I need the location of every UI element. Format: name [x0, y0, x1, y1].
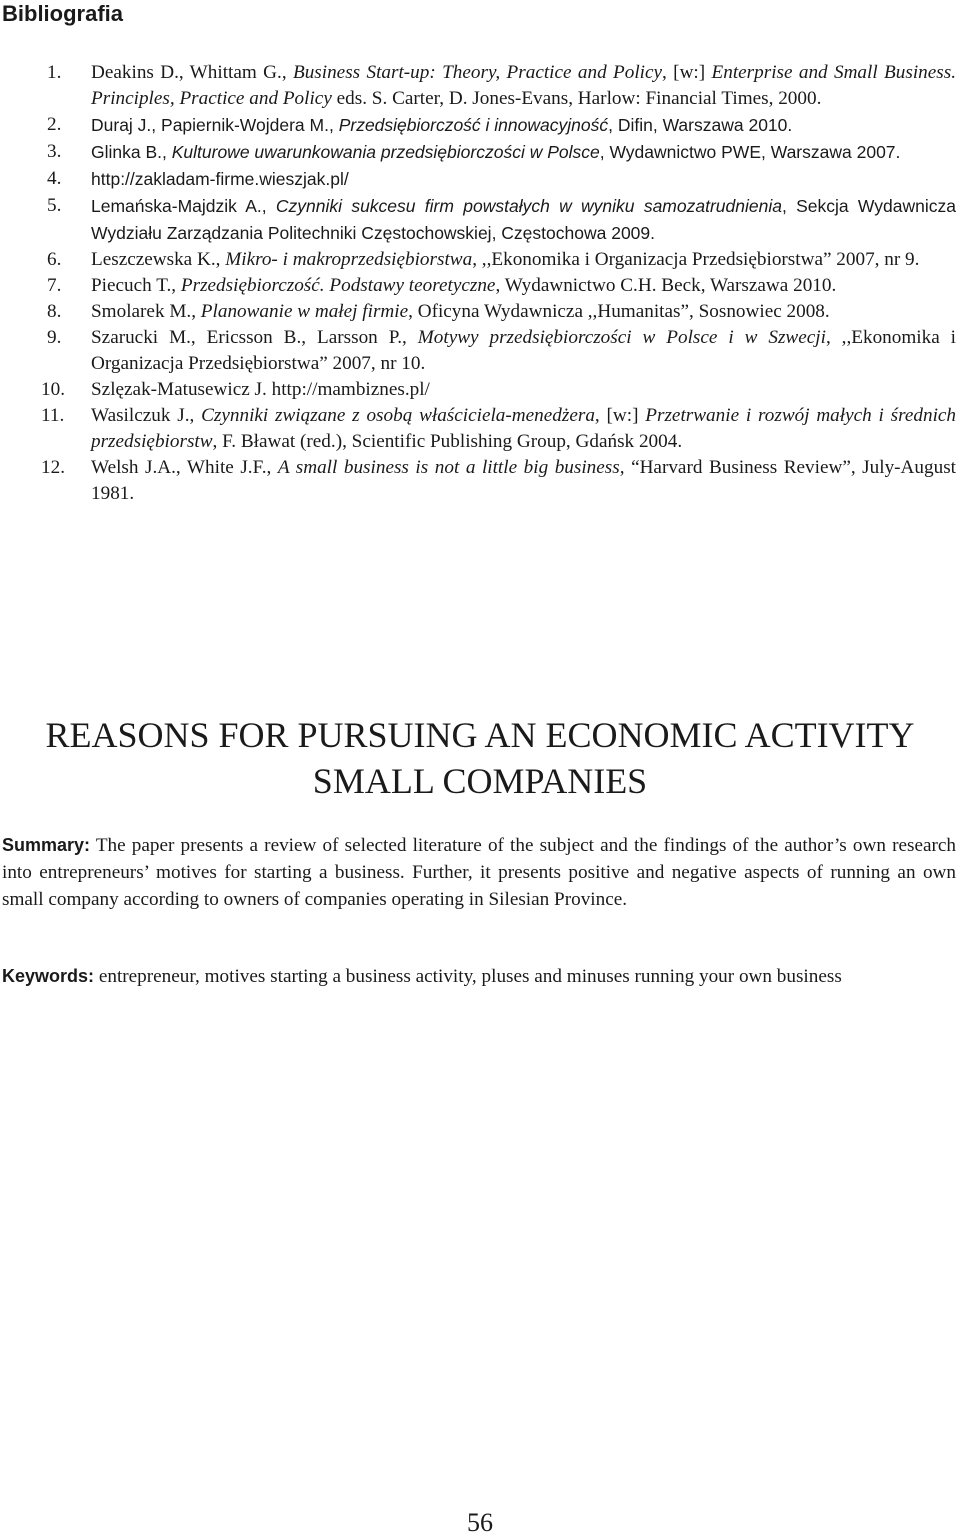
- bibliography-entry: [0, 166, 960, 193]
- entry-number: 4.: [47, 168, 62, 189]
- entry-number: 12.: [41, 457, 65, 478]
- entry-text: Deakins D., Whittam G., Business Start-up: Theory, Practice and Policy, [w:] Enterprise and Small Business. Principles, Practice and Policy eds. S. Carter, D. Jones-Evans, Harlow: Financial Times, 2000.: [91, 62, 956, 109]
- entry-text: Smolarek M., Planowanie w małej firmie, Oficyna Wydawnicza ,,Humanitas”, Sosnowiec 2008.: [91, 301, 830, 322]
- entry-text: Piecuch T., Przedsiębiorczość. Podstawy teoretyczne, Wydawnictwo C.H. Beck, Warszawa 2010.: [91, 275, 837, 296]
- bibliography-entry: [0, 247, 960, 273]
- bibliography-entry: [0, 193, 960, 247]
- entry-text: Wasilczuk J., Czynniki związane z osobą właściciela-menedżera, [w:] Przetrwanie i rozwój małych i średnich przedsiębiorstw, F. Bławat (red.), Scientific Publishing Group, Gdańsk 2004.: [91, 405, 957, 452]
- page-number: 56: [467, 1508, 493, 1537]
- abstract-title: [0, 712, 960, 804]
- entry-text: Glinka B., Kulturowe uwarunkowania przedsiębiorczości w Polsce, Wydawnictwo PWE, Warszawa 2007.: [91, 142, 901, 162]
- entry-number: 7.: [47, 275, 62, 296]
- entry-number: 5.: [47, 195, 62, 216]
- entry-text: Szlęzak-Matusewicz J. http://mambiznes.pl/: [91, 379, 430, 400]
- entry-text: Welsh J.A., White J.F., A small business is not a little big business, “Harvard Business Review”, July-August 1981.: [91, 457, 956, 504]
- entry-number: 8.: [47, 301, 62, 322]
- entry-text: Szarucki M., Ericsson B., Larsson P., Motywy przedsiębiorczości w Polsce i w Szwecji, ,,Ekonomika i Organizacja Przedsiębiorstwa” 2007, nr 10.: [91, 327, 957, 374]
- bibliography-entry: [0, 325, 960, 377]
- entry-number: 3.: [47, 141, 62, 162]
- entry-number: 9.: [47, 327, 62, 348]
- bibliography-entry: [0, 455, 960, 507]
- bibliography-heading: Bibliografia: [2, 1, 124, 26]
- summary-paragraph: [2, 832, 956, 913]
- bibliography-list: [0, 60, 960, 507]
- bibliography-entry: [0, 112, 960, 139]
- entry-number: 6.: [47, 249, 62, 270]
- bibliography-entry: [0, 139, 960, 166]
- keywords-label: Keywords:: [2, 966, 95, 986]
- entry-number: 11.: [41, 405, 65, 426]
- summary-text: The paper presents a review of selected literature of the subject and the findings of the author’s own research into entrepreneurs’ motives for starting a business. Further, it presents positive and negative aspects of running an own small company according to owners of companies operating in Silesian Province.: [2, 835, 956, 910]
- abstract-title-line-1: REASONS FOR PURSUING AN ECONOMIC ACTIVITY: [45, 715, 915, 755]
- entry-text: Leszczewska K., Mikro- i makroprzedsiębiorstwa, ,,Ekonomika i Organizacja Przedsiębiorstwa” 2007, nr 9.: [91, 249, 920, 270]
- entry-number: 2.: [47, 114, 62, 135]
- summary-label: Summary:: [2, 835, 91, 855]
- bibliography-entry: [0, 299, 960, 325]
- entry-text: Lemańska-Majdzik A., Czynniki sukcesu firm powstałych w wyniku samozatrudnienia, Sekcja Wydawnicza Wydziału Zarządzania Politechniki Częstochowskiej, Częstochowa 2009.: [91, 196, 957, 243]
- bibliography-entry: [0, 60, 960, 112]
- bibliography-entry: [0, 377, 960, 403]
- entry-text: Duraj J., Papiernik-Wojdera M., Przedsiębiorczość i innowacyjność, Difin, Warszawa 2010.: [91, 115, 793, 135]
- entry-number: 10.: [41, 379, 65, 400]
- bibliography-entry: [0, 273, 960, 299]
- entry-text: http://zakladam-firme.wieszjak.pl/: [91, 169, 349, 189]
- entry-number: 1.: [47, 62, 62, 83]
- abstract-title-line-2: SMALL COMPANIES: [312, 761, 648, 801]
- keywords-paragraph: [2, 963, 956, 990]
- keywords-text: entrepreneur, motives starting a business activity, pluses and minuses running your own business: [94, 966, 842, 987]
- bibliography-entry: [0, 403, 960, 455]
